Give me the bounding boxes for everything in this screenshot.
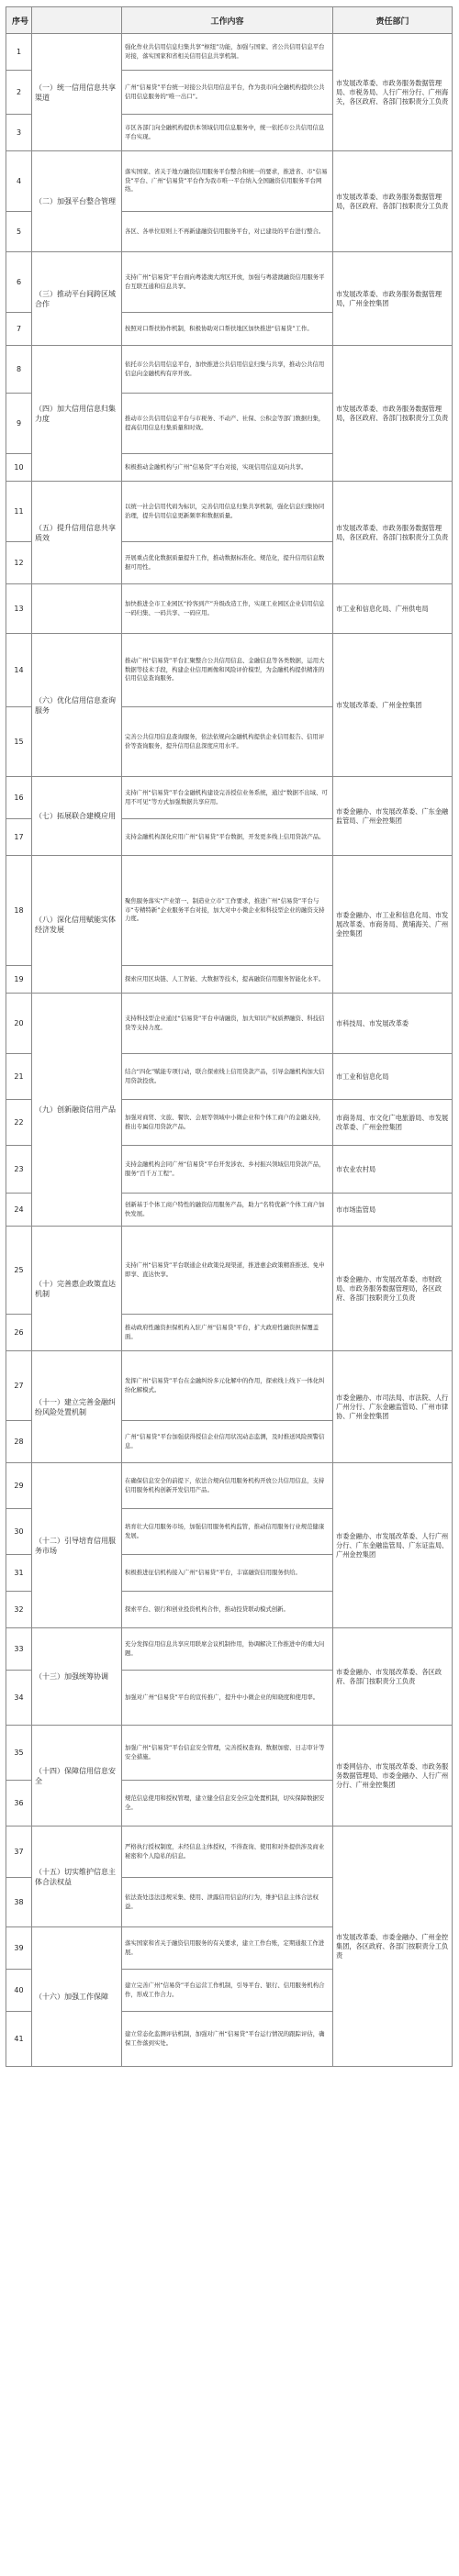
content-cell: 规范信息使用和授权管理，建立健全信息安全应急处置机制，切实保障数据安全。 (122, 1781, 333, 1827)
category-cell: （六）优化信用信息查询服务 (32, 634, 122, 777)
table-row (6, 346, 453, 394)
department-cell: 市发展改革委、市政务服务数据管理局，各区政府、各部门按职责分工负责 (333, 151, 453, 252)
department-cell: 市委金融办、市发展改革委、人行广州分行、广东金融监管局、广东证监局、广州金控集团 (333, 1463, 453, 1628)
category-cell: （十）完善惠企政策直达机制 (32, 1227, 122, 1351)
row-number: 17 (6, 819, 32, 856)
content-cell: 落实国家和省关于融资信用服务的有关要求，建立工作台账，定期通报工作进展。 (122, 1927, 333, 1970)
row-number: 30 (6, 1509, 32, 1555)
row-number: 27 (6, 1351, 32, 1421)
table-row (6, 252, 453, 313)
header-num: 序号 (6, 7, 32, 34)
header-category (32, 7, 122, 34)
category-cell: （十六）加强工作保障 (32, 1927, 122, 2067)
content-cell: 推动广州“信易贷”平台汇聚整合公共信用信息、金融信息等各类数据，运用大数据等技术手段，构建企业信用画像和风险评价模型，为金融机构提供精准的信用信息查询服务。 (122, 634, 333, 707)
row-number: 2 (6, 71, 32, 115)
row-number: 33 (6, 1628, 32, 1671)
content-cell: 完善公共信用信息查询服务，依法依规向金融机构提供企业信用报告、信用评价等查询服务，提升信用信息深度应用水平。 (122, 707, 333, 777)
category-cell: （一）统一信用信息共享渠道 (32, 34, 122, 151)
table-row (6, 1827, 453, 1878)
department-cell: 市委金融办、市工业和信息化局、市发展改革委、市商务局、黄埔海关、广州金控集团 (333, 856, 453, 994)
row-number: 5 (6, 212, 32, 252)
content-cell: 创新基于个体工商户特性的融资信用服务产品，助力“名特优新”个体工商户加快发展。 (122, 1194, 333, 1227)
table-row (6, 994, 453, 1054)
row-number: 1 (6, 34, 32, 71)
row-number: 36 (6, 1781, 32, 1827)
category-cell: （十一）建立完善金融纠纷风险处置机制 (32, 1351, 122, 1463)
content-cell: 支持金融机构深化应用广州“信易贷”平台数据，开发更多线上信用贷款产品。 (122, 819, 333, 856)
category-cell: （三）推动平台间跨区域合作 (32, 252, 122, 346)
row-number: 8 (6, 346, 32, 394)
content-cell: 加快推进全市工业园区“拎客到产”升级改造工作，实现工业园区企业信用信息一码归集、一码共享、一码应用。 (122, 584, 333, 634)
content-cell: 按照对口帮扶协作机制，积极协助对口帮扶地区加快推进“信易贷”工作。 (122, 313, 333, 346)
department-cell: 市委网信办、市发展改革委、市政务服务数据管理局、市委金融办、人行广州分行、广州金控集团 (333, 1726, 453, 1827)
department-cell: 市发展改革委、市政务服务数据管理局，广州金控集团 (333, 252, 453, 346)
department-cell: 市发展改革委、市政务服务数据管理局，各区政府、各部门按职责分工负责 (333, 346, 453, 482)
content-cell: 依托市公共信用信息平台，加快推进公共信用信息归集与共享，推动公共信用信息向金融机构有序开放。 (122, 346, 333, 394)
department-cell: 市发展改革委、广州金控集团 (333, 634, 453, 777)
department-cell: 市委金融办、市发展改革委、市财政局、市政务服务数据管理局，各区政府、各部门按职责分工负责 (333, 1227, 453, 1351)
content-cell: 探索应用区块链、人工智能、大数据等技术，提高融资信用服务智能化水平。 (122, 966, 333, 994)
row-number: 21 (6, 1054, 32, 1100)
row-number: 3 (6, 115, 32, 151)
content-cell: 发挥广州“信易贷”平台在金融纠纷多元化解中的作用，探索线上线下一体化纠纷化解模式。 (122, 1351, 333, 1421)
department-cell: 市科技局、市发展改革委 (333, 994, 453, 1054)
category-cell: （二）加强平台整合管理 (32, 151, 122, 252)
row-number: 7 (6, 313, 32, 346)
department-cell: 市发展改革委、市委金融办、广州金控集团，各区政府、各部门按职责分工负责 (333, 1827, 453, 2067)
department-cell: 市委金融办、市发展改革委、各区政府、各部门按职责分工负责 (333, 1628, 453, 1726)
content-cell: 广州“信易贷”平台统一对接公共信用信息平台，作为我市向全融机构提供公共信用信息服务的“唯一出口”。 (122, 71, 333, 115)
row-number: 19 (6, 966, 32, 994)
row-number: 38 (6, 1878, 32, 1927)
content-cell: 结合“四化”赋能专项行动，联合探索线上信用贷款产品，引导金融机构加大信用贷款投放。 (122, 1054, 333, 1100)
row-number: 28 (6, 1421, 32, 1463)
row-number: 22 (6, 1100, 32, 1146)
content-cell: 加强对商贸、文旅、餐饮、会展等领域中小微企业和个体工商户的金融支持，推出专属信用贷款产品。 (122, 1100, 333, 1146)
category-cell: （八）深化信用赋能实体经济发展 (32, 856, 122, 994)
row-number: 18 (6, 856, 32, 966)
table-row (6, 1351, 453, 1421)
row-number: 40 (6, 1970, 32, 2012)
content-cell: 积极推进征信机构接入广州“信易贷”平台，丰富融资信用服务供给。 (122, 1555, 333, 1592)
table-row (6, 1227, 453, 1315)
row-number: 4 (6, 151, 32, 212)
row-number: 9 (6, 394, 32, 454)
row-number: 29 (6, 1463, 32, 1509)
department-cell: 市发展改革委、市政务服务数据管理局，各区政府、各部门按职责分工负责 (333, 482, 453, 584)
content-cell: 严格执行授权制度，未经信息主体授权，不得查询、使用和对外提供涉及商业秘密和个人隐私的信息。 (122, 1827, 333, 1878)
category-cell (32, 584, 122, 634)
content-cell: 聚焦服务落实“产业第一、制造业立市”工作要求，推进广州“信易贷”平台与市“专精特新”企业服务平台对接，加大对中小微企业和科技型企业的融资支持力度。 (122, 856, 333, 966)
row-number: 23 (6, 1146, 32, 1194)
row-number: 37 (6, 1827, 32, 1878)
category-cell: （十四）保障信用信息安全 (32, 1726, 122, 1827)
content-cell: 支持广州“信易贷”平台金融机构建设完善授信业务系统，通过“数据不出域、可用不可见”等方式加强数据共享应用。 (122, 777, 333, 819)
row-number: 13 (6, 584, 32, 634)
table-row (6, 584, 453, 634)
table-row (6, 482, 453, 542)
content-cell: 建立完善广州“信易贷”平台运营工作机制，引导平台、银行、信用服务机构合作，形成工作合力。 (122, 1970, 333, 2012)
content-cell: 市区各部门向全融机构提供本领域信用信息服务中，统一依托市公共信用信息平台实现。 (122, 115, 333, 151)
content-cell: 依法查处违法违规采集、使用、泄露信用信息的行为，维护信息主体合法权益。 (122, 1878, 333, 1927)
row-number: 14 (6, 634, 32, 707)
table-row (6, 1628, 453, 1671)
row-number: 20 (6, 994, 32, 1054)
department-cell: 市发展改革委、市政务服务数据管理局、市税务局、人行广州分行、广州海关，各区政府、各部门按职责分工负责 (333, 34, 453, 151)
content-cell: 建立常态化监测评估机制，加强对广州“信易贷”平台运行情况的跟踪评估，确保工作落到实处。 (122, 2012, 333, 2067)
table-header-row (6, 7, 453, 34)
category-cell: （十三）加强统筹协调 (32, 1628, 122, 1726)
category-cell: （十二）引导培育信用服务市场 (32, 1463, 122, 1628)
content-cell: 支持广州“信易贷”平台联通企业政策兑现渠道，推进惠企政策精准推送、免申即享、直达快享。 (122, 1227, 333, 1315)
row-number: 32 (6, 1592, 32, 1628)
table-row (6, 34, 453, 71)
table-row (6, 1463, 453, 1509)
row-number: 11 (6, 482, 32, 542)
content-cell: 积极推动金融机构与广州“信易贷”平台对接，实现信用信息双向共享。 (122, 454, 333, 482)
table-row (6, 634, 453, 707)
department-cell: 市农业农村局 (333, 1146, 453, 1194)
row-number: 35 (6, 1726, 32, 1781)
header-department: 责任部门 (333, 7, 453, 34)
department-cell: 市工业和信息化局、广州供电局 (333, 584, 453, 634)
row-number: 41 (6, 2012, 32, 2067)
row-number: 10 (6, 454, 32, 482)
department-cell: 市委金融办、市发展改革委、广东金融监管局、广州金控集团 (333, 777, 453, 856)
content-cell: 推动政府性融资担保机构入驻广州“信易贷”平台，扩大政府性融资担保覆盖面。 (122, 1315, 333, 1351)
department-cell: 市市场监管局 (333, 1194, 453, 1227)
row-number: 12 (6, 542, 32, 584)
row-number: 31 (6, 1555, 32, 1592)
category-cell: （七）拓展联合建模应用 (32, 777, 122, 856)
category-cell: （四）加大信用信息归集力度 (32, 346, 122, 482)
category-cell: （五）提升信用信息共享质效 (32, 482, 122, 584)
department-cell: 市委金融办、市司法局、市法院、人行广州分行、广东金融监管局、广州市律协、广州金控集团 (333, 1351, 453, 1463)
row-number: 34 (6, 1671, 32, 1726)
content-cell: 培育壮大信用服务市场，加强信用服务机构监管，推动信用服务行业规范健康发展。 (122, 1509, 333, 1555)
table-row (6, 1726, 453, 1781)
content-cell: 开展重点优化数据质量提升工作，推动数据标准化、规范化，提升信用信息数据可用性。 (122, 542, 333, 584)
category-cell: （九）创新融资信用产品 (32, 994, 122, 1227)
content-cell: 各区、各单位原则上不再新建融资信用服务平台，对已建设的平台进行整合。 (122, 212, 333, 252)
content-cell: 探索平台、银行和创业投资机构合作，推动投贷联动模式创新。 (122, 1592, 333, 1628)
work-task-table (6, 6, 453, 2067)
department-cell: 市商务局、市文化广电旅游局、市发展改革委、广州金控集团 (333, 1100, 453, 1146)
table-row (6, 856, 453, 966)
content-cell: 落实国家、省关于地方融资信用服务平台整合和统一的要求，推进省、市“信易贷”平台、广州“信易贷”平台作为我市唯一平台纳入全国融资信用服务平台网络。 (122, 151, 333, 212)
content-cell: 广州“信易贷”平台加强获得授信企业信用状况动态监测，及时推送风险预警信息。 (122, 1421, 333, 1463)
content-cell: 在确保信息安全的前提下，依法合规向信用服务机构开放公共信用信息，支持信用服务机构创新开发信用产品。 (122, 1463, 333, 1509)
content-cell: 加强对广州“信易贷”平台的宣传推广，提升中小微企业的知晓度和使用率。 (122, 1671, 333, 1726)
department-cell: 市工业和信息化局 (333, 1054, 453, 1100)
content-cell: 支持广州“信易贷”平台面向粤港澳大湾区开放，加强与粤港澳融资信用服务平台互联互通和信息共享。 (122, 252, 333, 313)
row-number: 16 (6, 777, 32, 819)
row-number: 6 (6, 252, 32, 313)
content-cell: 推动市公共信用信息平台与市税务、不动产、社保、公积金等部门数据归集，提高信用信息归集质量和时效。 (122, 394, 333, 454)
content-cell: 支持金融机构会同广州“信易贷”平台开发涉农、乡村振兴领域信用贷款产品，服务“百千万工程”。 (122, 1146, 333, 1194)
content-cell: 以统一社会信用代码为标识，完善信用信息归集共享机制，强化信息归集协同治理，提升信用信息更新频率和数据质量。 (122, 482, 333, 542)
header-content: 工作内容 (122, 7, 333, 34)
table-row (6, 151, 453, 212)
content-cell: 支持科技型企业通过“信易贷”平台申请融资，加大知识产权质押融资、科技信贷等支持力度。 (122, 994, 333, 1054)
row-number: 15 (6, 707, 32, 777)
row-number: 39 (6, 1927, 32, 1970)
table-row (6, 777, 453, 819)
content-cell: 强化作业共信用信息归集共享“枢纽”功能，加强与国家、省公共信用信息平台对接，落实国家和省相关信用信息共享机制。 (122, 34, 333, 71)
row-number: 25 (6, 1227, 32, 1315)
category-cell: （十五）切实维护信息主体合法权益 (32, 1827, 122, 1927)
row-number: 24 (6, 1194, 32, 1227)
content-cell: 加强广州“信易贷”平台信息安全管理，完善授权查询、数据加密、日志审计等安全措施。 (122, 1726, 333, 1781)
content-cell: 充分发挥信用信息共享应用联席会议机制作用，协调解决工作推进中的重大问题。 (122, 1628, 333, 1671)
row-number: 26 (6, 1315, 32, 1351)
